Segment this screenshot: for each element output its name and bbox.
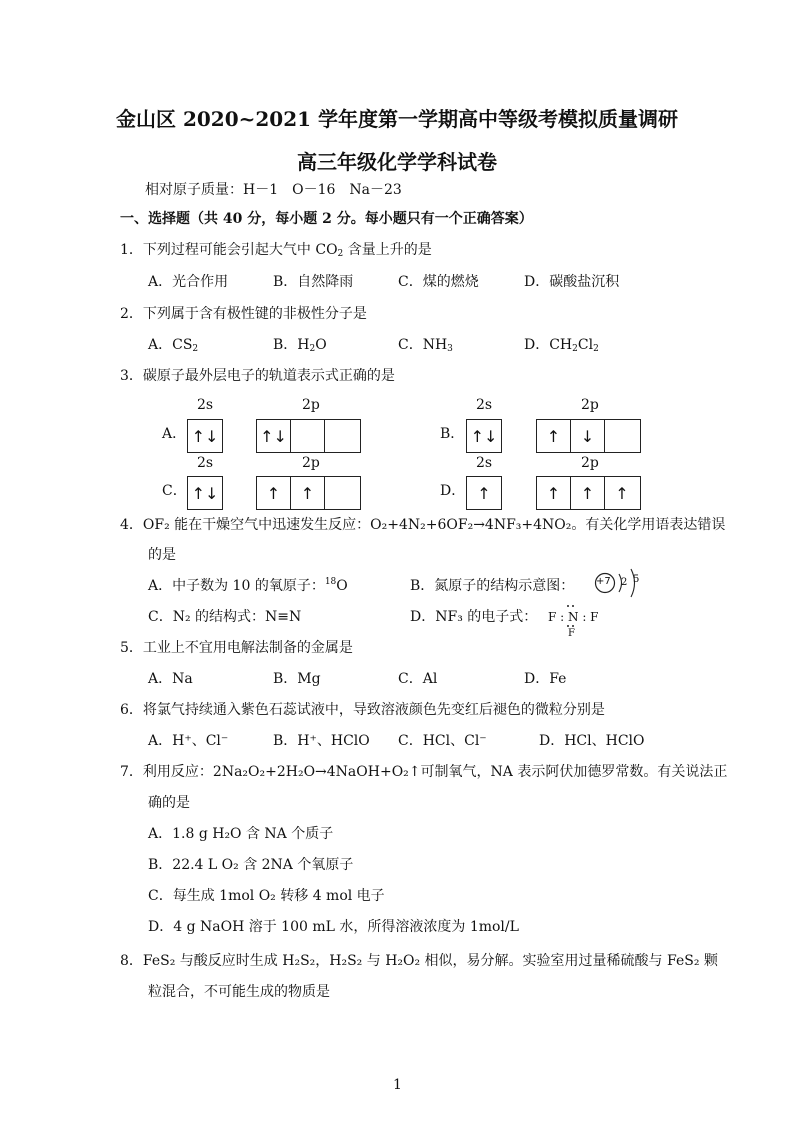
q3-c-2p-cell-1: ↑	[257, 477, 291, 509]
exam-title: 金山区 2020~2021 学年度第一学期高中等级考模拟质量调研	[115, 107, 678, 131]
q4-option-c: C．N₂ 的结构式：N≡N	[148, 609, 302, 625]
dot	[572, 625, 574, 627]
q5-option-b: B．Mg	[273, 671, 321, 687]
q3-b-2s-box	[466, 419, 502, 453]
q3-c-2p-cell-2: ↑	[291, 477, 325, 509]
q8-stem-line2: 粒混合，不可能生成的物质是	[148, 984, 330, 1000]
q1-option-d: D．碳酸盐沉积	[524, 274, 620, 290]
q3-d-2p-cell-2: ↑	[571, 477, 605, 509]
q3-d-2s-label: 2s	[476, 455, 493, 471]
q3-d-2s-box	[466, 476, 502, 510]
q3-b-2s-label: 2s	[476, 397, 493, 413]
q3-d-2p-box	[536, 476, 641, 510]
q3-c-2p-label: 2p	[302, 455, 320, 471]
q5-option-d: D．Fe	[524, 671, 567, 687]
shell-2-electrons: 5	[633, 574, 640, 585]
q1-stem: 1．下列过程可能会引起大气中 $CO_2$ 含量上升的是	[120, 242, 432, 259]
q3-b-2p-cell-1: ↑	[537, 420, 571, 452]
q1-option-c: C．煤的燃烧	[398, 274, 479, 290]
q3-option-c-label: C．	[162, 483, 187, 499]
q8-stem-line1: 8．FeS₂ 与酸反应时生成 H₂S₂，H₂S₂ 与 H₂O₂ 相似，易分解。实验室用过量稀硫酸与 FeS₂ 颗	[120, 953, 718, 969]
nf3-electron-formula	[548, 601, 602, 641]
q4-option-b: B．氮原子的结构示意图：	[410, 578, 575, 594]
q4-option-a: A．中子数为 10 的氧原子：$^{18}$O	[148, 577, 348, 594]
q3-d-2p-label: 2p	[581, 455, 599, 471]
nf3-dots-svg	[548, 601, 602, 641]
q4-option-d: D．NF₃ 的电子式：	[410, 609, 538, 625]
section-heading: 一、选择题（共 40 分，每小题 2 分。每小题只有一个正确答案）	[120, 211, 533, 227]
q3-c-2s-label: 2s	[197, 455, 214, 471]
q3-a-2s-label: 2s	[197, 397, 214, 413]
q2-option-c: C．$NH_3$	[398, 337, 453, 354]
q2-option-b: B．$H_2O$	[273, 337, 327, 354]
q3-b-2p-label: 2p	[581, 397, 599, 413]
q3-a-2p-cell-1: ↑↓	[257, 420, 291, 452]
q3-a-2s-cell: ↑↓	[191, 426, 219, 446]
q3-d-2p-cell-1: ↑	[537, 477, 571, 509]
q3-c-2p-cell-3	[325, 477, 359, 509]
q3-a-2p-label: 2p	[302, 397, 320, 413]
q3-stem: 3．碳原子最外层电子的轨道表示式正确的是	[120, 368, 395, 384]
q6-option-a: A．H⁺、Cl⁻	[148, 733, 229, 749]
q3-b-2p-box	[536, 419, 641, 453]
page-number: 1	[393, 1077, 402, 1093]
dot	[572, 605, 574, 607]
q1-option-b: B．自然降雨	[273, 274, 354, 290]
dot	[567, 605, 569, 607]
q2-option-a: A．$CS_2$	[148, 337, 199, 354]
q5-option-a: A．Na	[148, 671, 193, 687]
q7-option-c: C．每生成 1mol O₂ 转移 4 mol 电子	[148, 888, 385, 904]
q3-c-2s-box	[187, 476, 223, 510]
q3-a-2p-cell-3	[325, 420, 359, 452]
q3-option-a-label: A．	[162, 426, 187, 442]
q3-b-2s-cell: ↑↓	[470, 426, 498, 446]
q6-stem: 6．将氯气持续通入紫色石蕊试液中，导致溶液颜色先变红后褪色的微粒分别是	[120, 702, 605, 718]
nucleus-charge: +7	[596, 576, 611, 587]
q6-option-c: C．HCl、Cl⁻	[398, 733, 487, 749]
q7-option-b: B．22.4 L O₂ 含 2NA 个氧原子	[148, 857, 354, 873]
q5-stem: 5．工业上不宜用电解法制备的金属是	[120, 640, 353, 656]
q3-b-2p-cell-3	[605, 420, 639, 452]
nf3-bottom-f: F	[568, 628, 575, 639]
q7-option-a: A．1.8 g H₂O 含 NA 个质子	[148, 826, 334, 842]
q7-stem-line2: 确的是	[148, 795, 190, 811]
q4-stem-line2: 的是	[148, 547, 176, 563]
q2-stem: 2．下列属于含有极性键的非极性分子是	[120, 306, 367, 322]
q3-b-2p-cell-2: ↓	[571, 420, 605, 452]
q3-c-2s-cell: ↑↓	[191, 483, 219, 503]
q7-stem-line1: 7．利用反应：2Na₂O₂+2H₂O→4NaOH+O₂↑可制氧气，NA 表示阿伏加德罗常数。有关说法正	[120, 764, 728, 780]
q3-c-2p-box	[256, 476, 361, 510]
shell-1-electrons: 2	[621, 577, 628, 588]
dot	[567, 625, 569, 627]
q3-option-b-label: B．	[440, 426, 465, 442]
q7-option-d: D．4 g NaOH 溶于 100 mL 水，所得溶液浓度为 1mol/L	[148, 919, 519, 935]
q3-a-2p-box	[256, 419, 361, 453]
q3-a-2s-box	[187, 419, 223, 453]
q2-option-d: D．$CH_2Cl_2$	[524, 337, 599, 354]
q4-stem-line1: 4．OF₂ 能在干燥空气中迅速发生反应：O₂+4N₂+6OF₂→4NF₃+4NO₂。有关化学用语表达错误	[120, 517, 726, 533]
q3-option-d-label: D．	[440, 483, 466, 499]
exam-subtitle: 高三年级化学学科试卷	[297, 150, 497, 174]
q5-option-c: C．Al	[398, 671, 438, 687]
nitrogen-structure-diagram	[592, 565, 644, 603]
nf3-formula-row: F : N : F	[548, 610, 599, 624]
q3-d-2s-cell: ↑	[477, 483, 491, 503]
q1-option-a: A．光合作用	[148, 274, 229, 290]
atomic-mass-line: 相对原子质量：H－1 O－16 Na－23	[145, 182, 402, 198]
q6-option-b: B．H⁺、HClO	[273, 733, 370, 749]
q3-d-2p-cell-3: ↑	[615, 483, 629, 503]
q6-option-d: D．HCl、HClO	[539, 733, 645, 749]
q3-a-2p-cell-2	[291, 420, 325, 452]
